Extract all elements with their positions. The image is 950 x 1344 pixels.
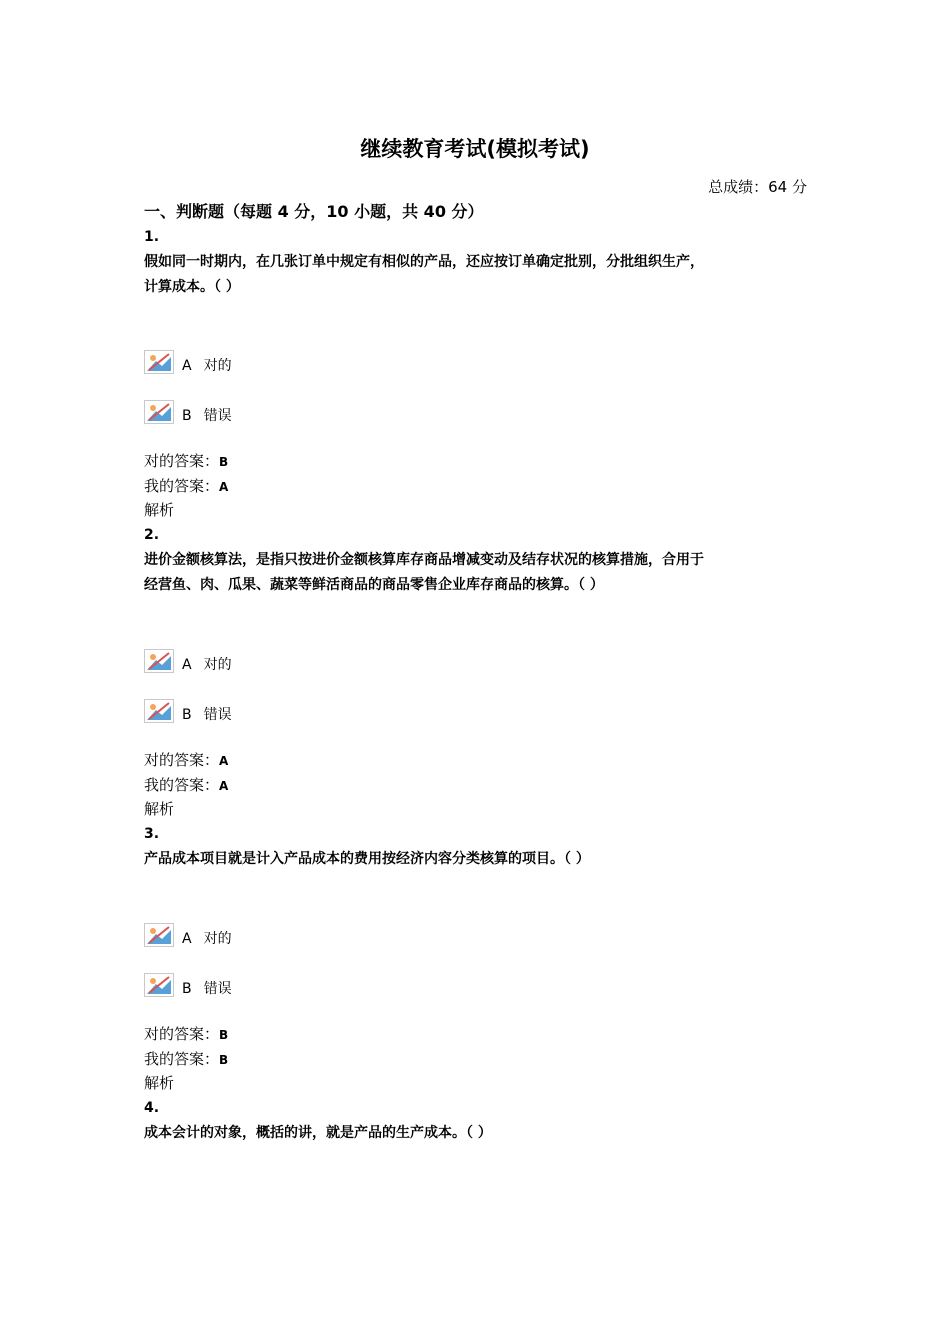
question-number: 3. — [144, 826, 160, 842]
option-text: 错误 — [203, 408, 232, 424]
option-b[interactable] — [144, 971, 232, 999]
total-score — [708, 176, 807, 198]
question-text-line: 计算成本。（ ） — [144, 279, 240, 295]
my-answer-label: 我的答案： — [144, 1050, 220, 1068]
option-letter: A — [182, 657, 192, 673]
option-b[interactable] — [144, 398, 232, 426]
question-text-line: 产品成本项目就是计入产品成本的费用按经济内容分类核算的项目。（ ） — [144, 851, 590, 867]
my-answer-label: 我的答案： — [144, 477, 220, 495]
option-letter: B — [182, 981, 192, 997]
question-text — [144, 1121, 804, 1146]
score-label: 总成绩： — [708, 178, 769, 196]
question-text — [144, 250, 804, 300]
option-text: 错误 — [203, 981, 232, 997]
section-header: 一、判断题（每题 4 分，10 小题，共 40 分） — [144, 202, 484, 221]
option-a[interactable] — [144, 348, 232, 376]
option-letter: B — [182, 408, 192, 424]
correct-answer — [144, 749, 228, 772]
option-letter: A — [182, 931, 192, 947]
option-a[interactable] — [144, 921, 232, 949]
option-text: 对的 — [203, 931, 232, 947]
question-text-line: 进价金额核算法，是指只按进价金额核算库存商品增减变动及结存状况的核算措施，合用于 — [144, 552, 704, 568]
my-answer — [144, 475, 228, 498]
option-b[interactable] — [144, 697, 232, 725]
analysis-link[interactable]: 解析 — [144, 800, 175, 818]
broken-image-icon[interactable] — [144, 973, 174, 997]
question-text — [144, 548, 804, 598]
question-text — [144, 847, 804, 872]
my-answer-label: 我的答案： — [144, 776, 220, 794]
my-answer-value: B — [219, 1053, 229, 1067]
analysis-link[interactable]: 解析 — [144, 501, 175, 519]
correct-answer — [144, 1023, 228, 1046]
correct-answer-label: 对的答案： — [144, 1025, 220, 1043]
question-text-line: 成本会计的对象，概括的讲，就是产品的生产成本。（ ） — [144, 1125, 492, 1141]
option-text: 对的 — [203, 358, 232, 374]
option-text: 错误 — [203, 707, 232, 723]
correct-answer — [144, 450, 228, 473]
my-answer-value: A — [219, 480, 229, 494]
correct-answer-label: 对的答案： — [144, 751, 220, 769]
broken-image-icon[interactable] — [144, 699, 174, 723]
correct-answer-value: A — [219, 754, 229, 768]
question-number: 2. — [144, 527, 160, 543]
option-text: 对的 — [203, 657, 232, 673]
question-number: 1. — [144, 229, 160, 245]
correct-answer-value: B — [219, 1028, 229, 1042]
correct-answer-value: B — [219, 455, 229, 469]
broken-image-icon[interactable] — [144, 923, 174, 947]
option-letter: B — [182, 707, 192, 723]
question-text-line: 假如同一时期内，在几张订单中规定有相似的产品，还应按订单确定批别，分批组织生产， — [144, 254, 704, 270]
score-value: 64 分 — [768, 178, 807, 196]
correct-answer-label: 对的答案： — [144, 452, 220, 470]
question-text-line: 经营鱼、肉、瓜果、蔬菜等鲜活商品的商品零售企业库存商品的核算。（ ） — [144, 577, 604, 593]
broken-image-icon[interactable] — [144, 350, 174, 374]
broken-image-icon[interactable] — [144, 400, 174, 424]
question-number: 4. — [144, 1100, 160, 1116]
my-answer — [144, 1048, 228, 1071]
option-a[interactable] — [144, 647, 232, 675]
analysis-link[interactable]: 解析 — [144, 1074, 175, 1092]
my-answer — [144, 774, 228, 797]
broken-image-icon[interactable] — [144, 649, 174, 673]
page-title: 继续教育考试(模拟考试) — [360, 137, 590, 161]
option-letter: A — [182, 358, 192, 374]
my-answer-value: A — [219, 779, 229, 793]
